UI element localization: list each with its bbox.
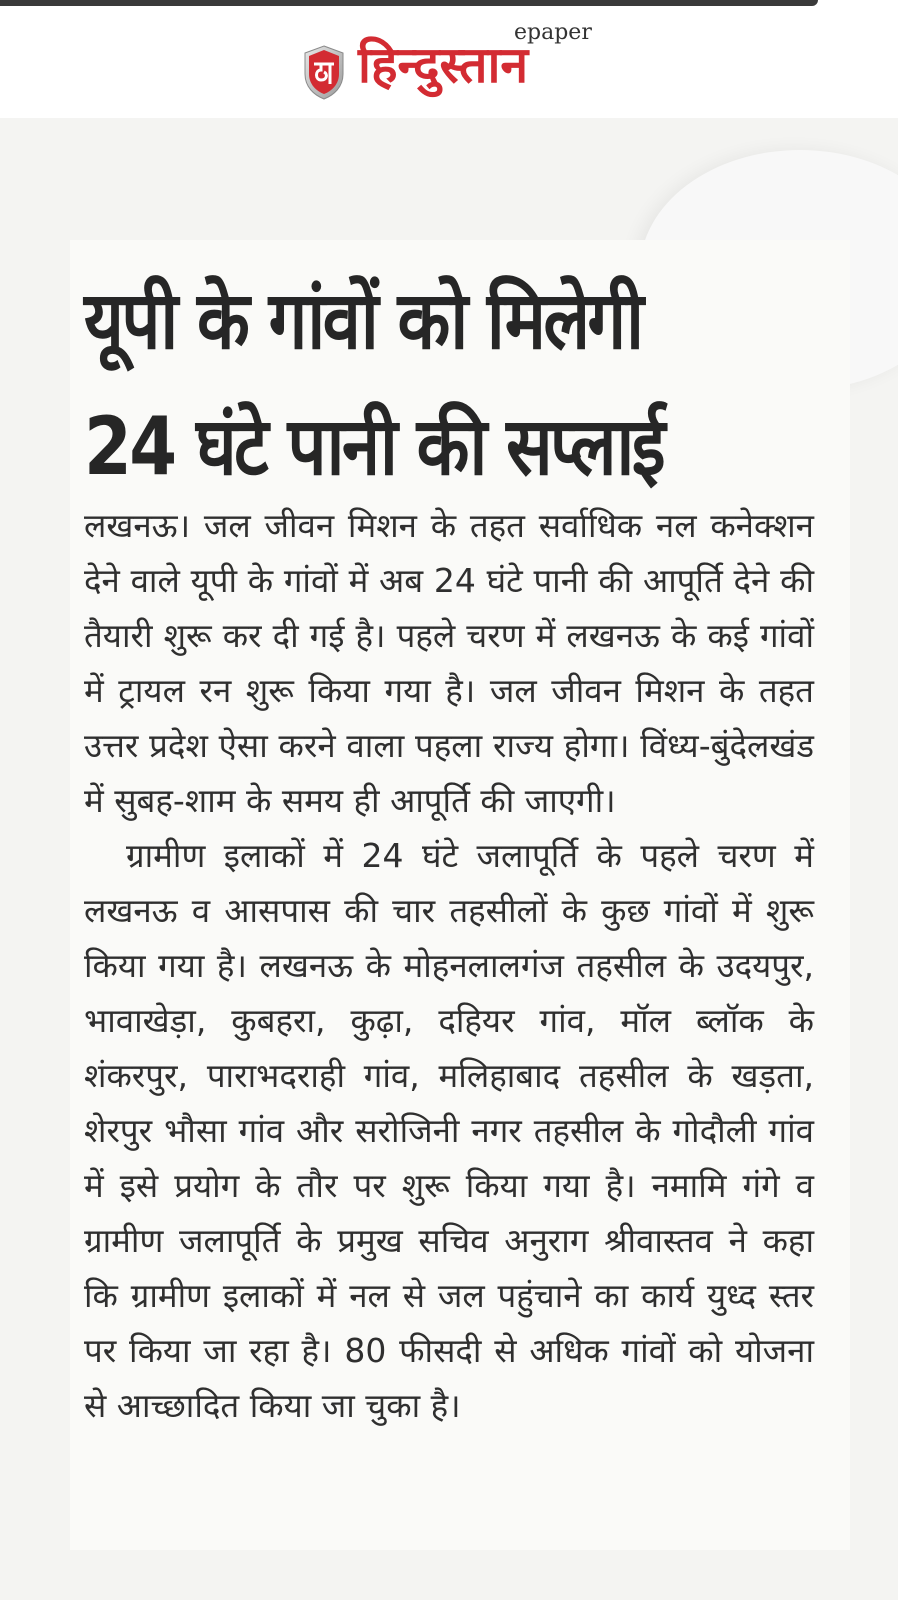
article-body xyxy=(84,498,814,1433)
hindustan-logo-shield-icon xyxy=(302,44,346,100)
headline-line-1: यूपी के गांवों को मिलेगी xyxy=(84,274,642,367)
headline-line-2: 24 घंटे पानी की सप्लाई xyxy=(84,400,663,493)
masthead-logo-text: हिन्दुस्तान xyxy=(358,35,529,94)
article-paragraph-2: ग्रामीण इलाकों में 24 घंटे जलापूर्ति के पहले चरण में लखनऊ व आसपास की चार तहसीलों के कुछ गांवों में शुरू किया गया है। लखनऊ के मोहनलालगंज तहसील के उदयपुर, भावाखेड़ा, कुबहरा, कुढ़ा, दहियर गांव, मॉल ब्लॉक के शंकरपुर, पाराभदराही गांव, मलिहाबाद तहसील के खड़ता, शेरपुर भौसा गांव और सरोजिनी नगर तहसील के गोदौली गांव में इसे प्रयोग के तौर पर शुरू किया गया है। नमामि गंगे व ग्रामीण जलापूर्ति के प्रमुख सचिव अनुराग श्रीवास्तव ने कहा कि ग्रामीण इलाकों में नल से जल पहुंचाने का कार्य युध्द स्तर पर किया जा रहा है। 80 फीसदी से अधिक गांवों को योजना से आच्छादित किया जा चुका है। xyxy=(84,836,814,1425)
article-paragraph-1: लखनऊ। जल जीवन मिशन के तहत सर्वाधिक नल कनेक्शन देने वाले यूपी के गांवों में अब 24 घंटे पानी की आपूर्ति देने की तैयारी शुरू कर दी गई है। पहले चरण में लखनऊ के कई गांवों में ट्रायल रन शुरू किया गया है। जल जीवन मिशन के तहत उत्तर प्रदेश ऐसा करने वाला पहला राज्य होगा। विंध्य-बुंदेलखंड में सुबह-शाम के समय ही आपूर्ति की जाएगी। xyxy=(84,506,814,820)
masthead xyxy=(0,0,898,120)
article-headline xyxy=(84,258,738,510)
epaper-label: epaper xyxy=(514,20,592,45)
